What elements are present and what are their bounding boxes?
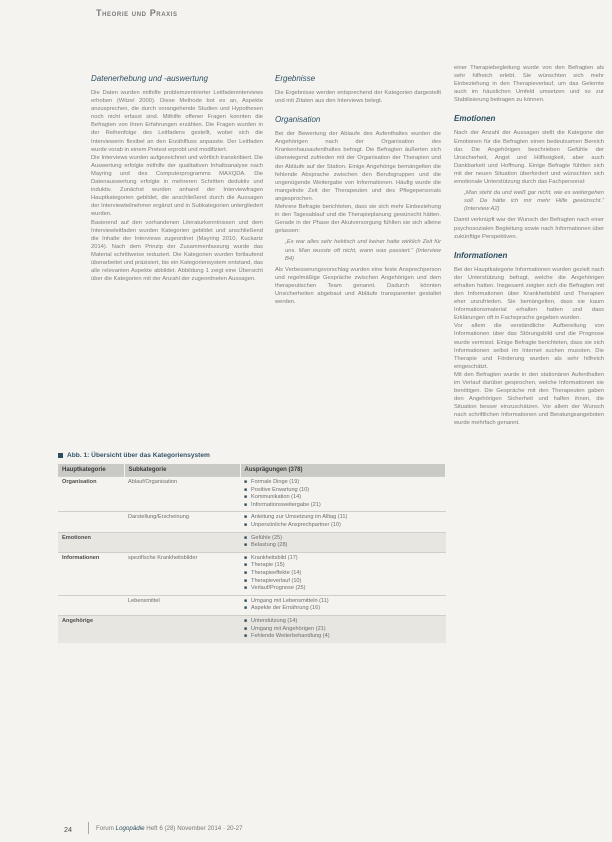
main-category-cell: Informationen: [58, 552, 124, 595]
category-table: [58, 464, 446, 643]
section-label: Theorie und Praxis: [96, 8, 178, 18]
figure-caption: [58, 452, 210, 459]
list-item: ■ Anleitung zur Umsetzung im Alltag (11): [244, 514, 442, 522]
table-row: [58, 595, 446, 615]
list-item: ■ Therapieeffekte (14): [244, 570, 442, 578]
characteristics-list: [244, 514, 442, 529]
table-header-row: [58, 464, 446, 477]
square-bullet-icon: [58, 453, 63, 458]
characteristics-cell: [240, 477, 446, 512]
paragraph: Bei der Hauptkategorie Informationen wurden gezielt nach der Unterstützung befragt, welche die Angehörigen erhalten hatten. Insgesamt zeigten sich die Befragten mit den Informationen über Krankheitsbild und Therapien eher unzufrieden. Sie bemängelten, dass sie kaum Informationsmaterial erhalten hatten und dass Erklärungen oft in Fachsprache gegeben wurden.: [454, 266, 604, 322]
heading-organisation: Organisation: [275, 115, 321, 125]
subcategory-cell: Darstellung/Erscheinung: [124, 512, 240, 532]
list-item: ■ Formale Dinge (19): [244, 479, 442, 487]
list-item: ■ Umgang mit Angehörigen (21): [244, 626, 442, 634]
paragraph: Mehrere Befragte berichteten, dass sie sich mehr Einbeziehung in den Tagesablauf und die Therapieplanung gewünscht hätten. Gerade in der Phase der Akutversorgung fühlten sie sich alleine gelassen:: [275, 204, 441, 235]
paragraph: Mit den Befragten wurde in den stationären Aufenthalten im Verlauf darüber gesprochen, welche Informationen sie benötigen. Die Gespräche mit den Therapeuten gaben den Angehörigen Sicherheit und halfen ihnen, die Situation besser einzuschätzen. Vor allem der Wunsch nach schriftlichen Informationen und Beratungsangeboten wurde mehrfach genannt.: [454, 371, 604, 427]
main-category-cell: Organisation: [58, 477, 124, 512]
characteristics-list: [244, 598, 442, 613]
quote: „Es war alles sehr hektisch und keiner hatte wirklich Zeit für uns. Man wusste oft nicht, wann was passiert.“ (Interview B4): [285, 239, 441, 262]
characteristics-cell: [240, 595, 446, 615]
list-item: ■ Informationsweitergabe (21): [244, 502, 442, 510]
paragraph: Als Verbesserungsvorschlag wurden eine feste Ansprechperson und regelmäßige Gespräche zwischen Angehörigen und dem therapeutischen Team genannt. Dadurch könnten Unsicherheiten abgebaut und Abläufe transparenter gestaltet werden.: [275, 266, 441, 306]
list-item: ■ Fehlende Weiterbehandlung (4): [244, 633, 442, 641]
subcategory-cell: Ablauf/Organisation: [124, 477, 240, 512]
heading-emotionen: Emotionen: [454, 114, 496, 124]
characteristics-list: [244, 479, 442, 509]
subcategory-cell: [124, 615, 240, 642]
list-item: ■ Kommunikation (14): [244, 494, 442, 502]
issue-details: Heft 6 (28) November 2014 · 20-27: [146, 825, 243, 832]
list-item: ■ Therapieverlauf (10): [244, 578, 442, 586]
main-category-cell: [58, 595, 124, 615]
paragraph: Die Interviews wurden aufgezeichnet und wörtlich transkribiert. Die Auswertung erfolgte mithilfe der qualitativen Inhaltsanalyse nach Mayring und des Computerprogramms MAXQDA. Die Datenauswertung erfolgte in mehreren Schritten deduktiv und induktiv. Zunächst wurden anhand der Interviewfragen Hauptkategorien gebildet, die anschließend durch die Aussagen der Interviewteilnehmer ergänzt und in Subkategorien untergliedert wurden.: [91, 154, 263, 218]
paragraph: Bei der Bewertung der Ablaufe des Aufenthaltes wurden die Angehörigen nach der Organisation des Krankenhausaufenthaltes befragt. Die Befragten äußerten sich überwiegend zufrieden mit der Organisation der Therapien und der Abläufe auf der Station. Einige Angehörige bemängelten die fehlende Absprache zwischen den Berufsgruppen und die ungenügende Weitergabe von Informationen. Häufig wurde die mangelnde Zeit der Therapeuten und des Pflegepersonals angesprochen.: [275, 131, 441, 202]
journal-brand: Logopädie: [115, 825, 145, 832]
list-item: ■ Aspekte der Ernährung (16): [244, 605, 442, 613]
characteristics-list: [244, 618, 442, 641]
footer-divider: [88, 822, 89, 834]
table-body: [58, 477, 446, 643]
heading-ergebnisse: Ergebnisse: [275, 74, 316, 83]
characteristics-list: [244, 555, 442, 593]
heading-datenerhebung: Datenerhebung und -auswertung: [91, 74, 208, 83]
paragraph: Die Daten wurden mithilfe problemzentrierter Leitfadeninterviews erhoben (Witzel 2000). Diese Methode bot es an, Aspekte anzusprechen, die durch vorangehende Studien und Hypothesen noch nicht erfasst sind. Mithilfe offener Fragen konnten die Befragten von ihren Erfahrungen erzählen. Die Fragen wurden in der Reihenfolge des Leitfadens gestellt, wobei sich die Interviewerin flexibel an den Erzählfluss anpasste. Der Leitfaden wurde vorab in einem Pretest erprobt und modifiziert.: [91, 90, 263, 153]
paragraph: Nach der Anzahl der Aussagen stellt die Kategorie der Emotionen für die Befragten einen bedeutsamen Bereich dar. Die Angehörigen beschrieben Gefühle der Unsicherheit, Angst und Hilflosigkeit, aber auch Dankbarkeit und Hoffnung. Einige Befragte fühlten sich mit der neuen Situation überfordert und wünschten sich emotionale Unterstützung durch das Fachpersonal:: [454, 130, 604, 186]
subcategory-cell: spezifische Krankheitsbilder: [124, 552, 240, 595]
table-header-cell: Subkategorie: [124, 464, 240, 477]
paragraph: Damit verknüpft war der Wunsch der Befragten nach einer psychosozialen Begleitung sowie nach Informationen über zukünftige Perspektiven.: [454, 217, 604, 240]
paragraph: Basierend auf den vorhandenen Literaturkenntnissen und dem Interviewleitfaden wurden Kategorien gebildet und anschließend die Inhalte der Interviews zugeordnet (Mayring 2010, Kuckartz 2014). Nach dem Prinzip der Zusammenfassung wurde das Material schrittweise reduziert. Die Kategorien wurden fortlaufend überarbeitet und präzisiert, bis ein Kategoriensystem entstand, das alle relevanten Aspekte abbildet. Abbildung 1 zeigt eine Übersicht über die Kategorien mit der Anzahl der zugeordneten Aussagen.: [91, 219, 263, 283]
characteristics-cell: [240, 512, 446, 532]
subcategory-cell: Lebensmittel: [124, 595, 240, 615]
column-2: [275, 74, 441, 306]
heading-informationen: Informationen: [454, 250, 508, 260]
table-row: [58, 615, 446, 642]
table-row: [58, 552, 446, 595]
characteristics-cell: [240, 552, 446, 595]
characteristics-cell: [240, 615, 446, 642]
main-category-cell: Emotionen: [58, 532, 124, 552]
characteristics-list: [244, 535, 442, 550]
table-header-cell: Ausprägungen (378): [240, 464, 446, 477]
table-row: [58, 532, 446, 552]
characteristics-cell: [240, 532, 446, 552]
list-item: ■ Unterstützung (14): [244, 618, 442, 626]
column-1: [91, 74, 263, 283]
subcategory-cell: [124, 532, 240, 552]
list-item: ■ Verlauf/Prognose (25): [244, 585, 442, 593]
list-item: ■ Gefühle (25): [244, 535, 442, 543]
table-header-cell: Hauptkategorie: [58, 464, 124, 477]
figure-caption-text: Abb. 1: Übersicht über das Kategoriensystem: [67, 452, 210, 459]
list-item: ■ Therapie (15): [244, 562, 442, 570]
paragraph: Vor allem die verständliche Aufbereitung von Informationen über das Störungsbild und die Prognose wurde vermisst. Einige Befragte berichteten, dass sie sich Informationen selbst im Internet suchen mussten. Die Therapie und Förderung wurden als sehr hilfreich eingeschätzt.: [454, 323, 604, 370]
quote: „Man steht da und weiß gar nicht, wie es weitergehen soll. Da hätte ich mir mehr Hilfe gewünscht.“ (Interview A2): [464, 190, 604, 213]
main-category-cell: [58, 512, 124, 532]
journal-name: Forum: [96, 825, 114, 832]
main-category-cell: Angehörige: [58, 615, 124, 642]
paragraph: Die Ergebnisse werden entsprechend der Kategorien dargestellt und mit Zitaten aus den Interviews belegt.: [275, 90, 441, 105]
list-item: ■ Umgang mit Lebensmitteln (11): [244, 598, 442, 606]
list-item: ■ Unpersönliche Ansprechpartner (10): [244, 522, 442, 530]
list-item: ■ Belastung (28): [244, 542, 442, 550]
list-item: ■ Krankheitsbild (17): [244, 555, 442, 563]
paragraph: einer Therapiebegleitung wurde von den Befragten als sehr hilfreich erlebt. Sie wünschten sich mehr Einbeziehung in den Therapieverlauf, um das Gelernte auch im häuslichen Umfeld umsetzen und so zur Stabilisierung beitragen zu können.: [454, 65, 604, 104]
page-number: 24: [64, 825, 72, 834]
column-3: [454, 64, 604, 428]
footer-text: [96, 825, 243, 832]
list-item: ■ Positive Erwartung (10): [244, 487, 442, 495]
table-row: [58, 512, 446, 532]
table-row: [58, 477, 446, 512]
